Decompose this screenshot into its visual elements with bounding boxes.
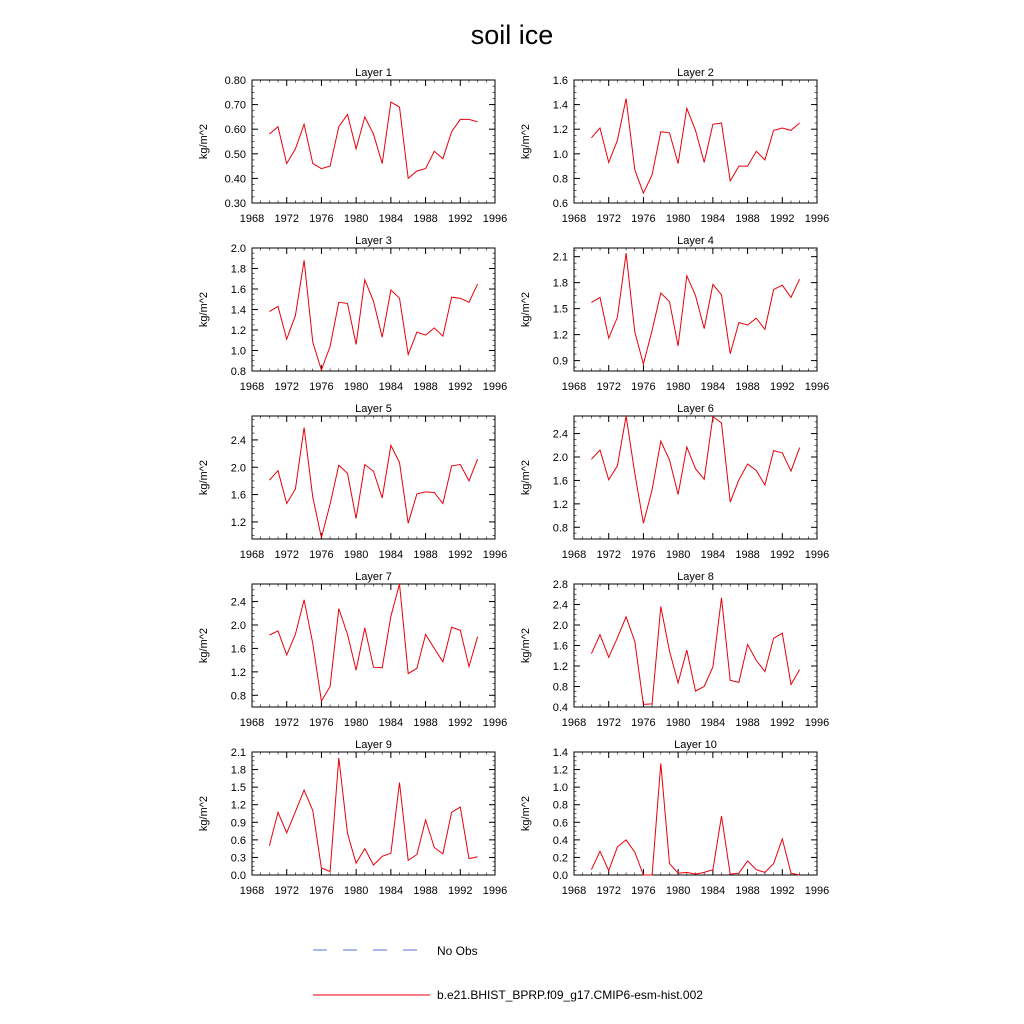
series-line-layer-3 [269, 260, 477, 370]
x-tick-label: 1984 [700, 717, 726, 729]
panel-title: Layer 2 [677, 67, 714, 79]
y-tick-label: 0.50 [224, 148, 246, 161]
y-tick-label: 0.8 [552, 173, 568, 186]
y-tick-label: 1.2 [552, 764, 568, 777]
x-tick-label: 1972 [596, 885, 621, 897]
y-tick-label: 1.2 [552, 661, 568, 673]
y-axis-label: kg/m^2 [520, 123, 532, 160]
x-tick-label: 1972 [274, 213, 299, 225]
y-axis-label: kg/m^2 [198, 123, 210, 160]
panel-layer-4 [520, 235, 829, 393]
x-tick-label: 1996 [804, 717, 830, 729]
panel-title: Layer 4 [677, 235, 714, 247]
y-tick-label: 2.8 [552, 579, 568, 591]
x-tick-label: 1972 [274, 381, 299, 393]
x-tick-label: 1972 [274, 717, 299, 729]
x-tick-label: 1988 [413, 717, 438, 729]
y-tick-label: 0.6 [552, 198, 568, 210]
x-tick-label: 1968 [561, 717, 587, 729]
series-line-layer-8 [591, 598, 799, 705]
y-tick-label: 1.4 [552, 747, 568, 759]
x-tick-label: 1980 [665, 381, 691, 393]
panel-layer-9 [198, 739, 507, 897]
x-tick-label: 1984 [378, 885, 404, 897]
x-tick-label: 1988 [735, 885, 760, 897]
x-tick-label: 1992 [448, 213, 473, 225]
panel-layer-1 [198, 67, 507, 225]
x-tick-label: 1972 [596, 381, 621, 393]
y-tick-label: 2.0 [552, 452, 568, 464]
y-tick-label: 0.8 [552, 799, 568, 812]
x-tick-label: 1972 [596, 717, 621, 729]
y-tick-label: 1.4 [230, 304, 246, 317]
x-tick-label: 1988 [735, 381, 760, 393]
y-tick-label: 2.0 [230, 462, 246, 475]
panel-title: Layer 10 [674, 739, 717, 751]
y-tick-label: 1.2 [552, 329, 568, 342]
y-tick-label: 1.6 [230, 489, 246, 502]
x-tick-label: 1968 [239, 381, 265, 393]
x-tick-label: 1988 [413, 549, 438, 561]
panel-layer-10 [520, 739, 829, 897]
y-tick-label: 1.8 [230, 764, 246, 777]
series-line-layer-5 [269, 428, 477, 538]
x-tick-label: 1980 [343, 717, 369, 729]
x-tick-label: 1992 [448, 381, 473, 393]
x-tick-label: 1996 [482, 885, 508, 897]
series-line-layer-2 [591, 99, 799, 194]
y-tick-label: 1.4 [552, 99, 568, 112]
x-tick-label: 1996 [804, 381, 830, 393]
x-tick-label: 1996 [482, 549, 508, 561]
series-line-layer-9 [269, 758, 477, 872]
x-tick-label: 1976 [309, 381, 334, 393]
panel-title: Layer 8 [677, 571, 714, 583]
y-tick-label: 0.40 [224, 173, 246, 186]
plot-frame [252, 416, 495, 539]
x-tick-label: 1968 [239, 213, 265, 225]
legend-entry-no-obs [313, 944, 478, 958]
x-tick-label: 1996 [804, 549, 830, 561]
y-axis-label: kg/m^2 [520, 795, 532, 832]
x-tick-label: 1984 [378, 381, 404, 393]
x-tick-label: 1988 [735, 717, 760, 729]
x-tick-label: 1980 [343, 213, 369, 225]
x-tick-label: 1980 [343, 885, 369, 897]
x-tick-label: 1988 [735, 549, 760, 561]
y-axis-label: kg/m^2 [520, 459, 532, 496]
y-axis-label: kg/m^2 [198, 459, 210, 496]
x-tick-label: 1996 [804, 213, 830, 225]
x-tick-label: 1976 [631, 885, 656, 897]
plot-frame [574, 248, 817, 371]
legend-entry-model [313, 988, 703, 1002]
y-tick-label: 0.8 [230, 690, 246, 703]
x-tick-label: 1984 [378, 717, 404, 729]
y-tick-label: 0.6 [230, 834, 246, 847]
x-tick-label: 1988 [735, 213, 760, 225]
x-tick-label: 1984 [700, 549, 726, 561]
x-tick-label: 1992 [770, 381, 795, 393]
x-tick-label: 1968 [561, 549, 587, 561]
y-tick-label: 2.1 [552, 251, 568, 264]
x-tick-label: 1992 [770, 213, 795, 225]
x-tick-label: 1976 [631, 381, 656, 393]
y-tick-label: 0.9 [552, 355, 568, 368]
y-tick-label: 1.6 [230, 284, 246, 296]
x-tick-label: 1984 [378, 213, 404, 225]
x-tick-label: 1972 [274, 549, 299, 561]
y-tick-label: 2.4 [552, 599, 568, 612]
x-tick-label: 1984 [700, 381, 726, 393]
x-tick-label: 1988 [413, 381, 438, 393]
y-tick-label: 1.6 [230, 643, 246, 656]
panel-title: Layer 3 [355, 235, 392, 247]
y-tick-label: 1.2 [552, 498, 568, 511]
y-tick-label: 0.2 [552, 852, 568, 865]
y-tick-label: 0.80 [224, 75, 246, 87]
y-tick-label: 0.8 [552, 681, 568, 694]
y-tick-label: 1.5 [552, 303, 568, 316]
x-tick-label: 1968 [239, 717, 265, 729]
plot-frame [252, 752, 495, 875]
y-tick-label: 1.2 [552, 124, 568, 137]
x-tick-label: 1988 [413, 885, 438, 897]
y-tick-label: 1.2 [230, 666, 246, 679]
x-tick-label: 1972 [274, 885, 299, 897]
y-tick-label: 2.0 [230, 243, 246, 255]
x-tick-label: 1968 [239, 549, 265, 561]
x-tick-label: 1968 [239, 885, 265, 897]
x-tick-label: 1972 [596, 549, 621, 561]
y-tick-label: 0.0 [230, 870, 246, 882]
x-tick-label: 1992 [770, 549, 795, 561]
x-tick-label: 1996 [482, 717, 508, 729]
y-tick-label: 0.60 [224, 124, 246, 137]
y-tick-label: 2.4 [230, 434, 246, 447]
y-tick-label: 1.8 [552, 277, 568, 290]
x-tick-label: 1996 [482, 213, 508, 225]
x-tick-label: 1972 [596, 213, 621, 225]
y-axis-label: kg/m^2 [198, 795, 210, 832]
y-tick-label: 0.30 [224, 198, 246, 210]
y-tick-label: 1.5 [230, 782, 246, 795]
x-tick-label: 1980 [665, 885, 691, 897]
figure-title: soil ice [470, 20, 554, 50]
x-tick-label: 1968 [561, 213, 587, 225]
panels [198, 67, 829, 897]
y-tick-label: 2.1 [230, 747, 246, 759]
panel-title: Layer 1 [355, 67, 392, 79]
y-axis-label: kg/m^2 [198, 291, 210, 328]
x-tick-label: 1996 [804, 885, 830, 897]
x-tick-label: 1984 [700, 885, 726, 897]
x-tick-label: 1976 [631, 213, 656, 225]
x-tick-label: 1976 [309, 885, 334, 897]
x-tick-label: 1980 [665, 717, 691, 729]
x-tick-label: 1976 [309, 717, 334, 729]
y-axis-label: kg/m^2 [520, 627, 532, 664]
y-tick-label: 0.9 [230, 817, 246, 830]
legend-label-model: b.e21.BHIST_BPRP.f09_g17.CMIP6-esm-hist.002 [437, 988, 703, 1002]
x-tick-label: 1976 [631, 549, 656, 561]
x-tick-label: 1992 [448, 885, 473, 897]
panel-layer-3 [198, 235, 507, 393]
y-tick-label: 0.70 [224, 99, 246, 112]
x-tick-label: 1992 [770, 717, 795, 729]
series-line-layer-10 [591, 763, 799, 875]
panel-title: Layer 7 [355, 571, 392, 583]
panel-layer-8 [520, 571, 829, 729]
x-tick-label: 1976 [309, 549, 334, 561]
plot-frame [574, 80, 817, 203]
y-tick-label: 0.0 [552, 870, 568, 882]
series-line-layer-7 [269, 584, 477, 701]
y-tick-label: 1.0 [230, 345, 246, 358]
plot-frame [252, 584, 495, 707]
y-tick-label: 1.2 [230, 799, 246, 812]
y-tick-label: 2.4 [230, 596, 246, 609]
y-tick-label: 0.4 [552, 834, 568, 847]
panel-title: Layer 6 [677, 403, 714, 415]
panel-layer-2 [520, 67, 829, 225]
x-tick-label: 1968 [561, 381, 587, 393]
plot-frame [574, 752, 817, 875]
y-tick-label: 2.4 [552, 428, 568, 441]
x-tick-label: 1980 [665, 549, 691, 561]
y-tick-label: 0.8 [552, 522, 568, 535]
x-tick-label: 1980 [665, 213, 691, 225]
y-tick-label: 0.8 [230, 366, 246, 378]
x-tick-label: 1968 [561, 885, 587, 897]
y-tick-label: 1.6 [552, 475, 568, 488]
y-tick-label: 0.6 [552, 817, 568, 830]
plot-frame [574, 584, 817, 707]
x-tick-label: 1984 [378, 549, 404, 561]
x-tick-label: 1980 [343, 381, 369, 393]
legend-label-no-obs: No Obs [437, 944, 478, 958]
y-tick-label: 1.2 [230, 516, 246, 529]
y-tick-label: 2.0 [230, 620, 246, 632]
x-tick-label: 1992 [448, 717, 473, 729]
y-tick-label: 1.2 [230, 325, 246, 337]
series-line-layer-4 [591, 253, 799, 364]
x-tick-label: 1988 [413, 213, 438, 225]
panel-layer-6 [520, 403, 829, 561]
x-tick-label: 1996 [482, 381, 508, 393]
plot-frame [252, 248, 495, 371]
y-tick-label: 1.0 [552, 782, 568, 795]
y-tick-label: 1.6 [552, 75, 568, 87]
panel-layer-7 [198, 571, 507, 729]
x-tick-label: 1992 [448, 549, 473, 561]
legend [313, 944, 703, 1002]
y-tick-label: 0.3 [230, 852, 246, 865]
plot-frame [252, 80, 495, 203]
x-tick-label: 1992 [770, 885, 795, 897]
y-tick-label: 1.6 [552, 640, 568, 653]
x-tick-label: 1976 [309, 213, 334, 225]
series-line-layer-1 [269, 102, 477, 178]
panel-title: Layer 9 [355, 739, 392, 751]
series-line-layer-6 [591, 416, 799, 523]
y-tick-label: 1.8 [230, 263, 246, 276]
panel-title: Layer 5 [355, 403, 392, 415]
y-axis-label: kg/m^2 [520, 291, 532, 328]
x-tick-label: 1980 [343, 549, 369, 561]
y-tick-label: 2.0 [552, 620, 568, 632]
x-tick-label: 1976 [631, 717, 656, 729]
y-axis-label: kg/m^2 [198, 627, 210, 664]
panel-layer-5 [198, 403, 507, 561]
y-tick-label: 1.0 [552, 148, 568, 161]
x-tick-label: 1984 [700, 213, 726, 225]
y-tick-label: 0.4 [552, 702, 568, 714]
